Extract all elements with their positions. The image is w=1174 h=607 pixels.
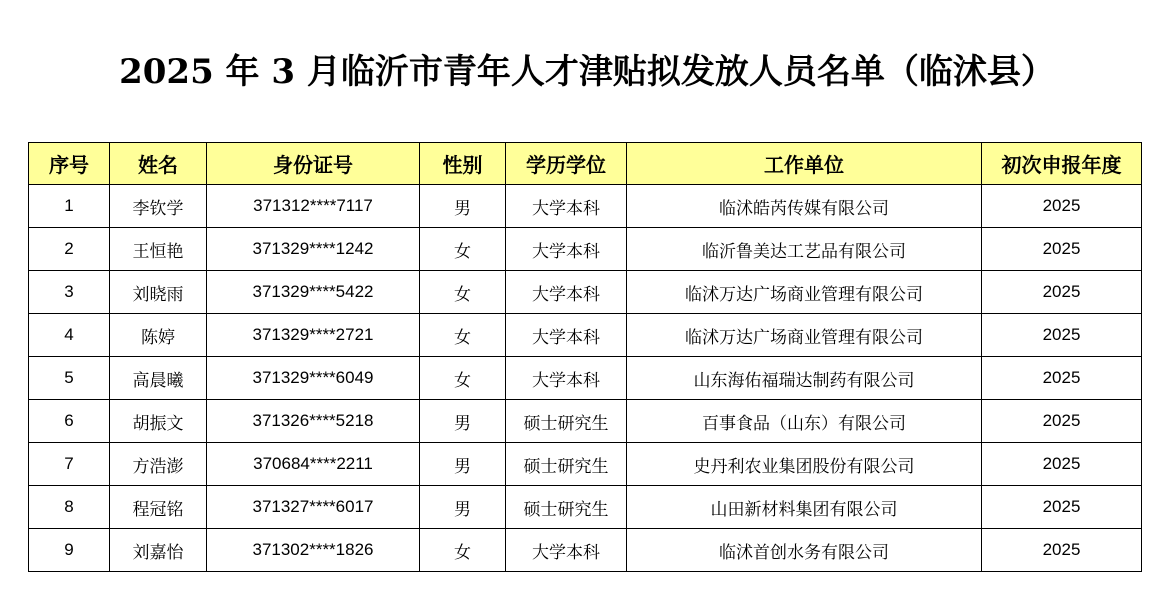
cell-gender: 女 [420,357,506,400]
cell-first-year: 2025 [982,314,1142,357]
cell-seq: 9 [29,529,110,572]
header-seq: 序号 [29,143,110,185]
header-employer: 工作单位 [627,143,982,185]
cell-seq: 8 [29,486,110,529]
cell-degree: 大学本科 [506,271,627,314]
cell-first-year: 2025 [982,400,1142,443]
cell-name: 高晨曦 [110,357,207,400]
cell-degree: 大学本科 [506,228,627,271]
cell-employer: 百事食品（山东）有限公司 [627,400,982,443]
cell-first-year: 2025 [982,271,1142,314]
header-name: 姓名 [110,143,207,185]
cell-gender: 男 [420,400,506,443]
cell-employer: 临沭万达广场商业管理有限公司 [627,271,982,314]
cell-employer: 山东海佑福瑞达制药有限公司 [627,357,982,400]
document-title: 2025 年 3 月临沂市青年人才津贴拟发放人员名单（临沭县） [119,52,1055,92]
cell-gender: 男 [420,185,506,228]
cell-degree: 硕士研究生 [506,400,627,443]
cell-name: 陈婷 [110,314,207,357]
table-row [29,529,1142,572]
cell-name: 方浩澎 [110,443,207,486]
cell-degree: 硕士研究生 [506,486,627,529]
header-row [29,143,1142,185]
cell-first-year: 2025 [982,486,1142,529]
cell-id-number: 371327****6017 [207,486,420,529]
cell-name: 程冠铭 [110,486,207,529]
cell-name: 胡振文 [110,400,207,443]
cell-degree: 大学本科 [506,357,627,400]
cell-first-year: 2025 [982,185,1142,228]
cell-degree: 大学本科 [506,314,627,357]
table-row [29,357,1142,400]
cell-id-number: 371329****5422 [207,271,420,314]
cell-id-number: 371326****5218 [207,400,420,443]
cell-id-number: 371329****1242 [207,228,420,271]
cell-seq: 5 [29,357,110,400]
cell-employer: 临沭皓芮传媒有限公司 [627,185,982,228]
cell-employer: 临沭万达广场商业管理有限公司 [627,314,982,357]
table-row [29,443,1142,486]
table-header [29,143,1142,185]
cell-gender: 女 [420,271,506,314]
cell-name: 王恒艳 [110,228,207,271]
table-row [29,271,1142,314]
cell-seq: 6 [29,400,110,443]
table-body [29,185,1142,572]
roster-table [28,142,1142,572]
table-row [29,185,1142,228]
cell-first-year: 2025 [982,357,1142,400]
cell-seq: 7 [29,443,110,486]
table-row [29,486,1142,529]
cell-id-number: 371329****6049 [207,357,420,400]
cell-seq: 4 [29,314,110,357]
cell-degree: 大学本科 [506,185,627,228]
cell-employer: 山田新材料集团有限公司 [627,486,982,529]
table-row [29,228,1142,271]
cell-id-number: 371312****7117 [207,185,420,228]
cell-gender: 男 [420,486,506,529]
cell-id-number: 371302****1826 [207,529,420,572]
cell-name: 李钦学 [110,185,207,228]
header-id-number: 身份证号 [207,143,420,185]
header-gender: 性别 [420,143,506,185]
cell-name: 刘晓雨 [110,271,207,314]
cell-id-number: 370684****2211 [207,443,420,486]
cell-seq: 1 [29,185,110,228]
cell-gender: 女 [420,228,506,271]
cell-first-year: 2025 [982,529,1142,572]
cell-seq: 2 [29,228,110,271]
header-first-year: 初次申报年度 [982,143,1142,185]
cell-seq: 3 [29,271,110,314]
table-row [29,400,1142,443]
cell-degree: 大学本科 [506,529,627,572]
cell-first-year: 2025 [982,443,1142,486]
cell-gender: 女 [420,529,506,572]
cell-first-year: 2025 [982,228,1142,271]
cell-name: 刘嘉怡 [110,529,207,572]
cell-id-number: 371329****2721 [207,314,420,357]
cell-gender: 女 [420,314,506,357]
cell-employer: 临沭首创水务有限公司 [627,529,982,572]
header-degree: 学历学位 [506,143,627,185]
table-row [29,314,1142,357]
cell-employer: 临沂鲁美达工艺品有限公司 [627,228,982,271]
cell-degree: 硕士研究生 [506,443,627,486]
cell-employer: 史丹利农业集团股份有限公司 [627,443,982,486]
cell-gender: 男 [420,443,506,486]
